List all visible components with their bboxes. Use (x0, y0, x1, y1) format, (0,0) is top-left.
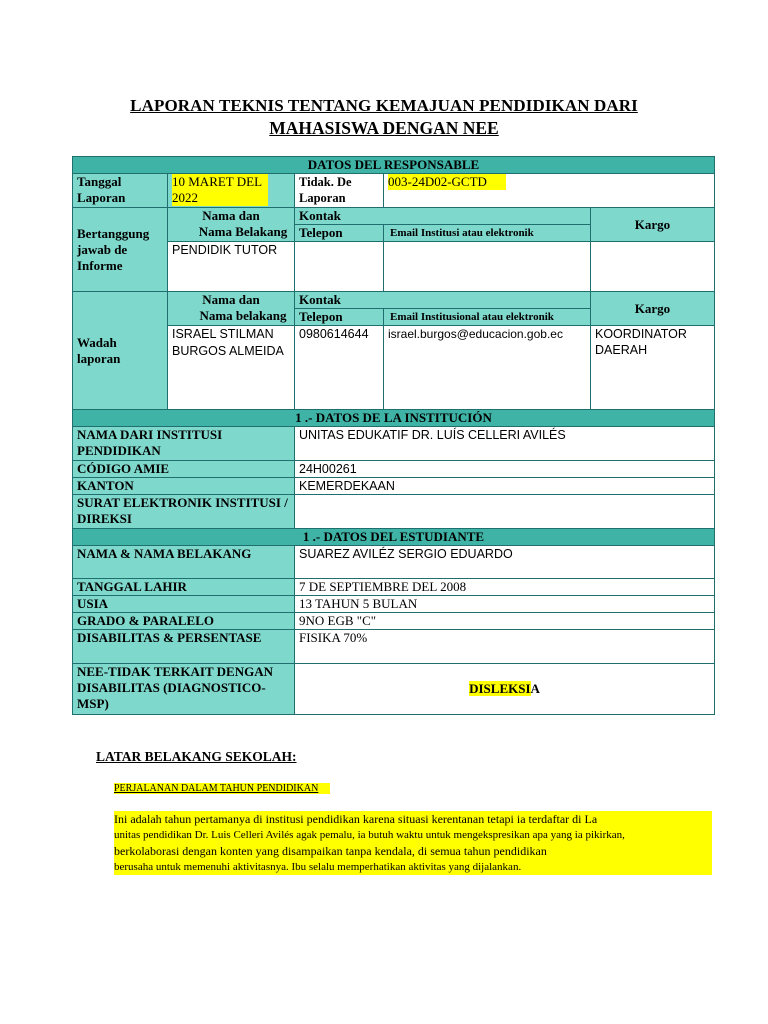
paragraph-line-2: unitas pendidikan Dr. Luis Celleri Avilés agak pemalu, ia butuh waktu untuk mengekspresikan apa yang ia pikirkan, (114, 829, 625, 841)
nama-institusi-value: UNITAS EDUKATIF DR. LUÍS CELLERI AVILÉS (295, 427, 715, 461)
document-title-line2: MAHASISWA DENGAN NEE (269, 118, 499, 138)
wadah-laporan-label: Wadah laporan (73, 292, 168, 410)
wadah-telepon-value: 0980614644 (295, 326, 384, 410)
wadah-kargo-value: KOORDINATOR DAERAH (591, 326, 715, 410)
telepon-header-2: Telepon (295, 309, 384, 326)
codigo-amie-label: CÓDIGO AMIE (73, 461, 295, 478)
tanggal-laporan-value: 10 MARET DEL 2022 (168, 174, 295, 208)
bertanggung-jawab-label: Bertanggung jawab de Informe (73, 208, 168, 292)
document-title-line1: LAPORAN TEKNIS TENTANG KEMAJUAN PENDIDIKAN DARI (130, 96, 638, 115)
email-institusi-header: Email Institusi atau elektronik (384, 225, 591, 242)
telepon-header: Telepon (295, 225, 384, 242)
codigo-amie-value: 24H00261 (295, 461, 715, 478)
bertanggung-nama-value: PENDIDIK TUTOR (168, 242, 295, 292)
grado-paralelo-value: 9NO EGB "C" (295, 613, 715, 630)
tanggal-lahir-label: TANGGAL LAHIR (73, 579, 295, 596)
bertanggung-telepon-value (295, 242, 384, 292)
kargo-header-2: Kargo (591, 292, 715, 326)
paragraph-line-3: berkolaborasi dengan konten yang disampaikan tanpa kendala, di semua tahun pendidikan (114, 844, 547, 858)
tanggal-lahir-value: 7 DE SEPTIEMBRE DEL 2008 (295, 579, 715, 596)
kontak-header-2: Kontak (295, 292, 591, 309)
latar-belakang-title: LATAR BELAKANG SEKOLAH: (96, 749, 297, 764)
tidak-de-laporan-label: Tidak. De Laporan (295, 174, 384, 208)
nama-dan-header-2: Nama dan Nama belakang (168, 292, 295, 326)
kontak-header: Kontak (295, 208, 591, 225)
wadah-email-value: israel.burgos@educacion.gob.ec (384, 326, 591, 410)
grado-paralelo-label: GRADO & PARALELO (73, 613, 295, 630)
nee-label: NEE-TIDAK TERKAIT DENGAN DISABILITAS (DIAGNOSTICO-MSP) (73, 664, 295, 715)
latar-belakang-paragraph (114, 811, 712, 875)
kanton-value: KEMERDEKAAN (295, 478, 715, 495)
bertanggung-email-value (384, 242, 591, 292)
nama-estudiante-value: SUAREZ AVILÉZ SERGIO EDUARDO (295, 546, 715, 579)
surat-elektronik-value (295, 495, 715, 529)
usia-label: USIA (73, 596, 295, 613)
bertanggung-kargo-value (591, 242, 715, 292)
usia-value: 13 TAHUN 5 BULAN (295, 596, 715, 613)
report-form-table (72, 156, 715, 715)
disabilitas-label: DISABILITAS & PERSENTASE (73, 630, 295, 664)
nama-institusi-label: NAMA DARI INSTITUSI PENDIDIKAN (73, 427, 295, 461)
nee-value: DISLEKSIA (295, 664, 715, 715)
wadah-nama-value: ISRAEL STILMAN BURGOS ALMEIDA (168, 326, 295, 410)
tidak-de-laporan-value: 003-24D02-GCTD (384, 174, 715, 208)
surat-elektronik-label: SURAT ELEKTRONIK INSTITUSI / DIREKSI (73, 495, 295, 529)
perjalanan-subtitle: PERJALANAN DALAM TAHUN PENDIDIKAN (114, 783, 330, 794)
tanggal-laporan-label: Tanggal Laporan (73, 174, 168, 208)
section-header-institucion: 1 .- DATOS DE LA INSTITUCIÓN (73, 410, 715, 427)
nama-estudiante-label: NAMA & NAMA BELAKANG (73, 546, 295, 579)
email-institutional-header: Email Institusional atau elektronik (384, 309, 591, 326)
disabilitas-value: FISIKA 70% (295, 630, 715, 664)
kargo-header: Kargo (591, 208, 715, 242)
paragraph-line-4: berusaha untuk memenuhi aktivitasnya. Ibu selalu memperhatikan aktivitas yang dijalankan. (114, 861, 522, 873)
kanton-label: KANTON (73, 478, 295, 495)
section-header-estudiante: 1 .- DATOS DEL ESTUDIANTE (73, 529, 715, 546)
paragraph-line-1: Ini adalah tahun pertamanya di institusi pendidikan karena situasi kerentanan tetapi ia terdaftar di La (114, 812, 598, 826)
nama-dan-header: Nama dan Nama Belakang (168, 208, 295, 242)
section-header-responsable: DATOS DEL RESPONSABLE (73, 157, 715, 174)
